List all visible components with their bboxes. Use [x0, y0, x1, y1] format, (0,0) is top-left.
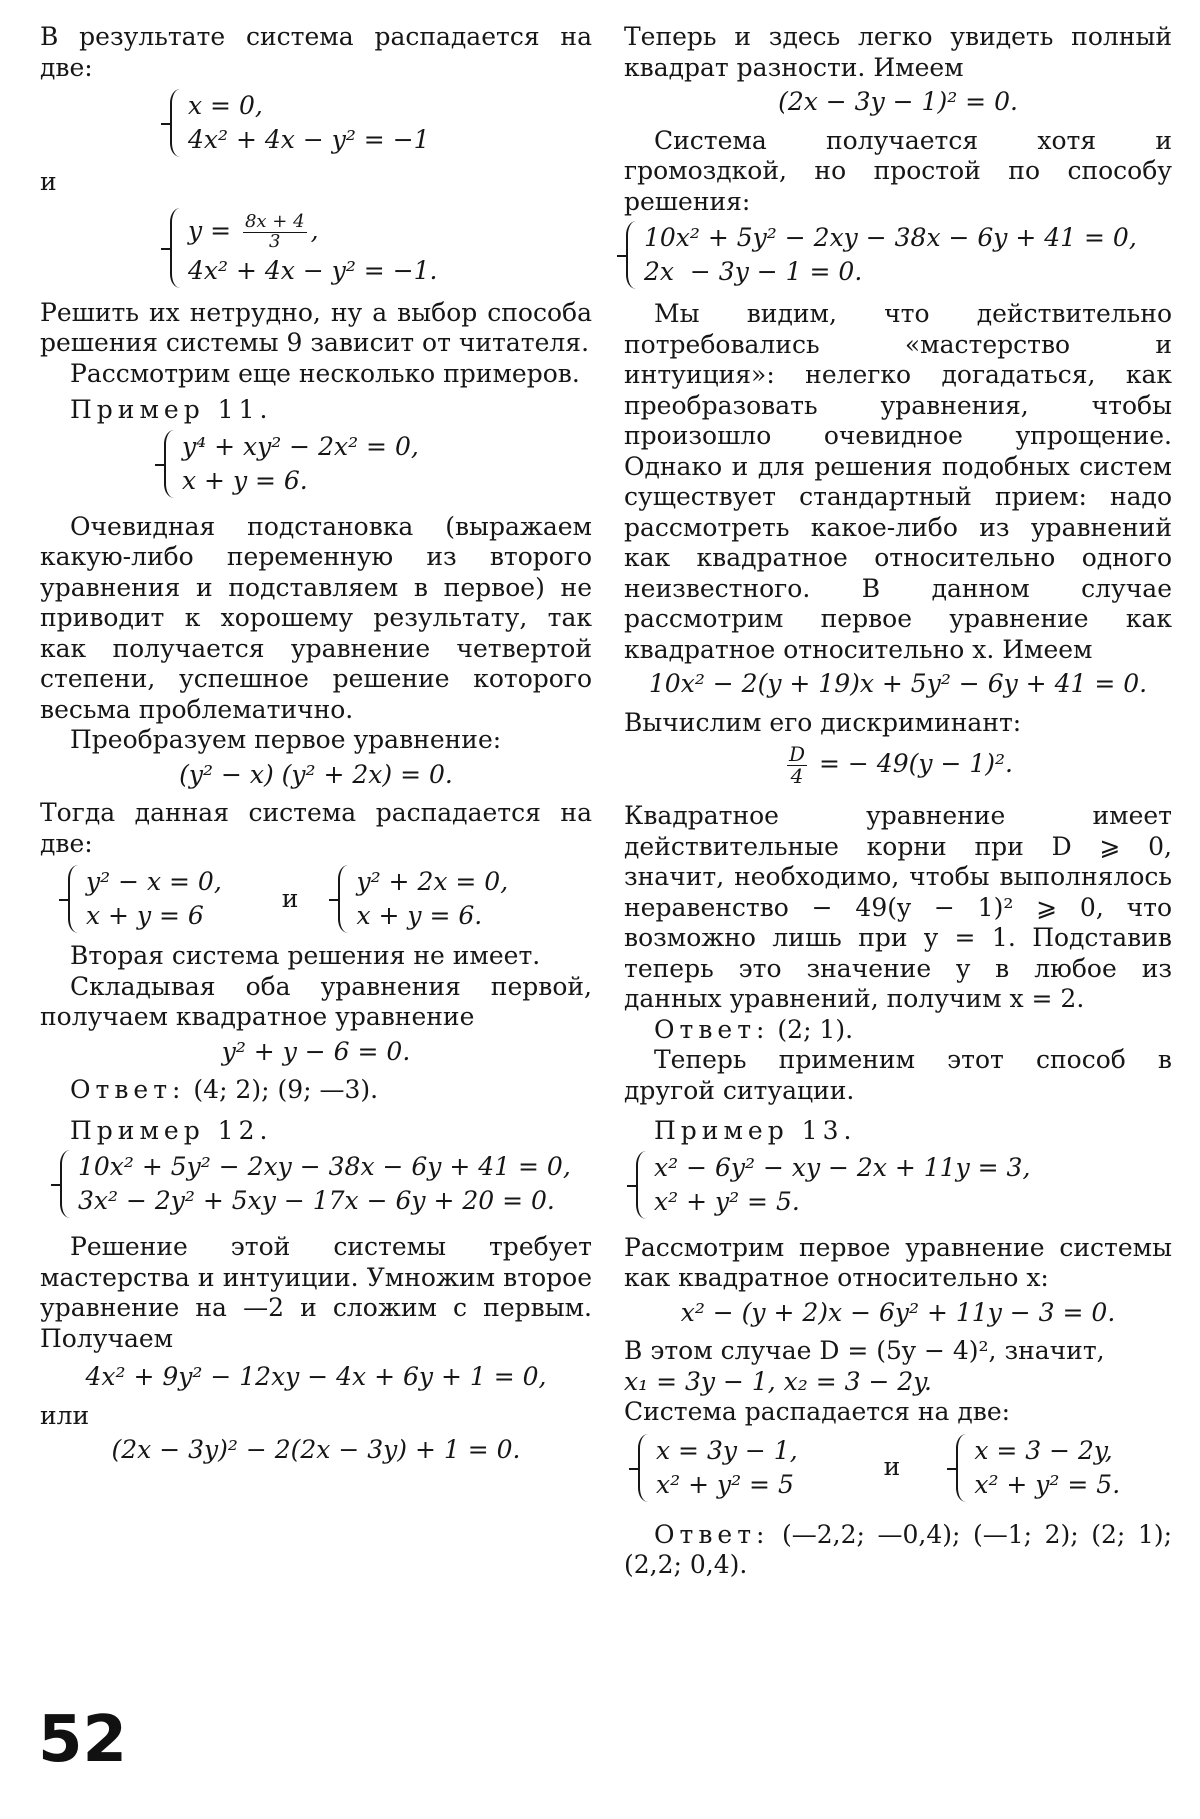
- brace: [956, 1434, 969, 1502]
- equation: x² − 6y² − xy − 2x + 11y = 3,: [654, 1152, 1031, 1182]
- paragraph: [624, 1336, 1172, 1397]
- equation: x + y = 6.: [356, 901, 483, 930]
- equation: x + y = 6.: [182, 465, 308, 495]
- equation: x² + y² = 5.: [654, 1186, 800, 1216]
- equation: x = 3 − 2y,: [974, 1435, 1113, 1465]
- equation: 4x² + 9y² − 12xy − 4x + 6y + 1 = 0,: [85, 1362, 547, 1391]
- answer: [40, 1075, 592, 1106]
- fraction-numerator: D: [789, 742, 806, 766]
- paragraph: Очевидная подстановка (выражаем какую-либо переменную из второго уравнения и подставляем в первое) не приводит к хорошему результату, так как получается уравнение четвертой степени, успешное решение которого весьма проблематично.: [40, 511, 592, 724]
- answer-value: (2; 1).: [777, 1014, 854, 1044]
- equation-system: y = $\frac{8x + 4}{3}$ , 4x² + 4x − y² = −1.: [170, 208, 592, 288]
- paragraph: Рассмотрим еще несколько примеров.: [70, 358, 580, 388]
- equation: x² + y² = 5.: [974, 1469, 1121, 1499]
- conjunction: и: [883, 1452, 901, 1482]
- equation: 3x² − 2y² + 5xy − 17x − 6y + 20 = 0.: [78, 1186, 555, 1215]
- brace: [60, 1150, 73, 1218]
- example-heading: Пример 13.: [654, 1116, 857, 1145]
- system-pair: [68, 865, 592, 933]
- equation-system: [60, 1150, 592, 1218]
- brace: [626, 221, 639, 289]
- paragraph: Складывая оба уравнения первой, получаем квадратное уравнение: [40, 971, 592, 1031]
- equation-system: [626, 221, 1172, 289]
- brace: [170, 208, 183, 288]
- answer-label: Ответ:: [654, 1014, 770, 1044]
- equation: 10x² + 5y² − 2xy − 38x − 6y + 41 = 0,: [644, 223, 1137, 252]
- equation: x = 0,: [188, 91, 263, 120]
- example-heading: Пример 12.: [70, 1115, 273, 1145]
- equation-part: = − 49(y − 1)².: [819, 749, 1013, 778]
- paragraph: Вторая система решения не имеет.: [70, 941, 541, 970]
- example-heading: Пример 11.: [70, 395, 273, 424]
- brace: [638, 1434, 651, 1502]
- equation: 4x² + 4x − y² = −1: [188, 125, 430, 154]
- paragraph: Преобразуем первое уравнение:: [70, 725, 502, 754]
- paragraph: В результате система распадается на две:: [40, 22, 592, 82]
- equation-system: [636, 1151, 1172, 1219]
- equation-system: [956, 1434, 1120, 1502]
- equation: y² − x = 0,: [86, 867, 222, 896]
- brace: [338, 865, 351, 933]
- roots: x₁ = 3y − 1, x₂ = 3 − 2y.: [624, 1366, 932, 1396]
- equation-system: [638, 1434, 798, 1502]
- paragraph: Тогда данная система распадается на две:: [40, 798, 592, 858]
- equation: 10x² − 2(y + 19)x + 5y² − 6y + 41 = 0.: [648, 669, 1148, 698]
- equation: 4x² + 4x − y² = −1.: [188, 255, 438, 285]
- fraction: [787, 744, 807, 787]
- equation: 2x − 3y − 1 = 0.: [644, 257, 863, 286]
- paragraph: Теперь применим этот способ в другой ситуации.: [624, 1045, 1172, 1105]
- paragraph: Решить их нетрудно, ну а выбор способа решения системы 9 зависит от читателя.: [40, 297, 592, 357]
- conjunction: и: [40, 167, 57, 196]
- brace: [164, 430, 177, 498]
- conjunction: и: [281, 883, 299, 913]
- page-number: 52: [38, 1703, 128, 1777]
- answer-value: (4; 2); (9; —3).: [193, 1075, 379, 1104]
- equation: x = 3y − 1,: [656, 1435, 798, 1465]
- fraction-denominator: 4: [790, 764, 804, 788]
- equation: y² + 2x = 0,: [356, 867, 509, 896]
- equation: x² − (y + 2)x − 6y² + 11y − 3 = 0.: [680, 1297, 1116, 1327]
- answer: [624, 1015, 1172, 1046]
- equation: x² + y² = 5: [656, 1469, 794, 1499]
- equation: (y² − x) (y² + 2x) = 0.: [179, 759, 453, 789]
- answer: [624, 1520, 1172, 1581]
- equation-system: [170, 89, 592, 157]
- paragraph: Вычислим его дискриминант:: [624, 707, 1022, 737]
- fraction-denominator: 3: [269, 230, 281, 252]
- equation-system: [164, 430, 592, 498]
- equation-part: y =: [188, 215, 232, 245]
- left-column: [40, 22, 592, 1474]
- fraction: [243, 210, 307, 252]
- equation: [624, 744, 1172, 787]
- brace: [636, 1151, 649, 1219]
- equation-system: [68, 865, 222, 933]
- brace: [68, 865, 81, 933]
- answer-label: Ответ:: [70, 1075, 186, 1104]
- equation: y⁴ + xy² − 2x² = 0,: [182, 431, 419, 461]
- paragraph: Мы видим, что действительно потребовались «мастерство и интуиция»: нелегко догадаться, как преобразовать уравнения, чтобы произошло очевидное упрощение. Однако и для решения подобных систем существует стандартный прием: надо рассмотреть какое-либо из уравнений как квадратное относительно одного неизвестного. В данном случае рассмотрим первое уравнение как квадратное относительно x. Имеем: [624, 299, 1172, 664]
- paragraph: Решение этой системы требует мастерства и интуиции. Умножим второе уравнение на —2 и сложим с первым. Получаем: [40, 1232, 592, 1353]
- fraction-numerator: 8x + 4: [244, 210, 305, 232]
- system-pair: [638, 1434, 1172, 1502]
- paragraph: Система распадается на две:: [624, 1397, 1011, 1426]
- brace: [170, 89, 183, 157]
- equation: (2x − 3y − 1)² = 0.: [778, 87, 1018, 116]
- paragraph: Система получается хотя и громоздкой, но простой по способу решения:: [624, 125, 1172, 216]
- paragraph: Теперь и здесь легко увидеть полный квадрат разности. Имеем: [624, 22, 1172, 82]
- equation: y² + y − 6 = 0.: [221, 1036, 411, 1066]
- conjunction: или: [40, 1400, 90, 1430]
- equation-system: [338, 865, 508, 933]
- paragraph: Квадратное уравнение имеет действительные корни при D ⩾ 0, значит, необходимо, чтобы выполнялось неравенство − 49(y − 1)² ⩾ 0, что возможно лишь при y = 1. Подставив теперь это значение y в любое из данных уравнений, получим x = 2.: [624, 801, 1172, 1013]
- equation: 10x² + 5y² − 2xy − 38x − 6y + 41 = 0,: [78, 1152, 571, 1181]
- answer-label: Ответ:: [654, 1519, 770, 1549]
- right-column: [624, 22, 1172, 1581]
- paragraph-part: В этом случае D = (5y − 4)², значит,: [624, 1336, 1105, 1365]
- paragraph: Рассмотрим первое уравнение системы как квадратное относительно x:: [624, 1232, 1172, 1292]
- answer-value: (—2,2; —0,4); (—1; 2); (2; 1); (2,2; 0,4).: [624, 1519, 1172, 1579]
- equation: x + y = 6: [86, 901, 204, 930]
- equation: (2x − 3y)² − 2(2x − 3y) + 1 = 0.: [111, 1435, 521, 1464]
